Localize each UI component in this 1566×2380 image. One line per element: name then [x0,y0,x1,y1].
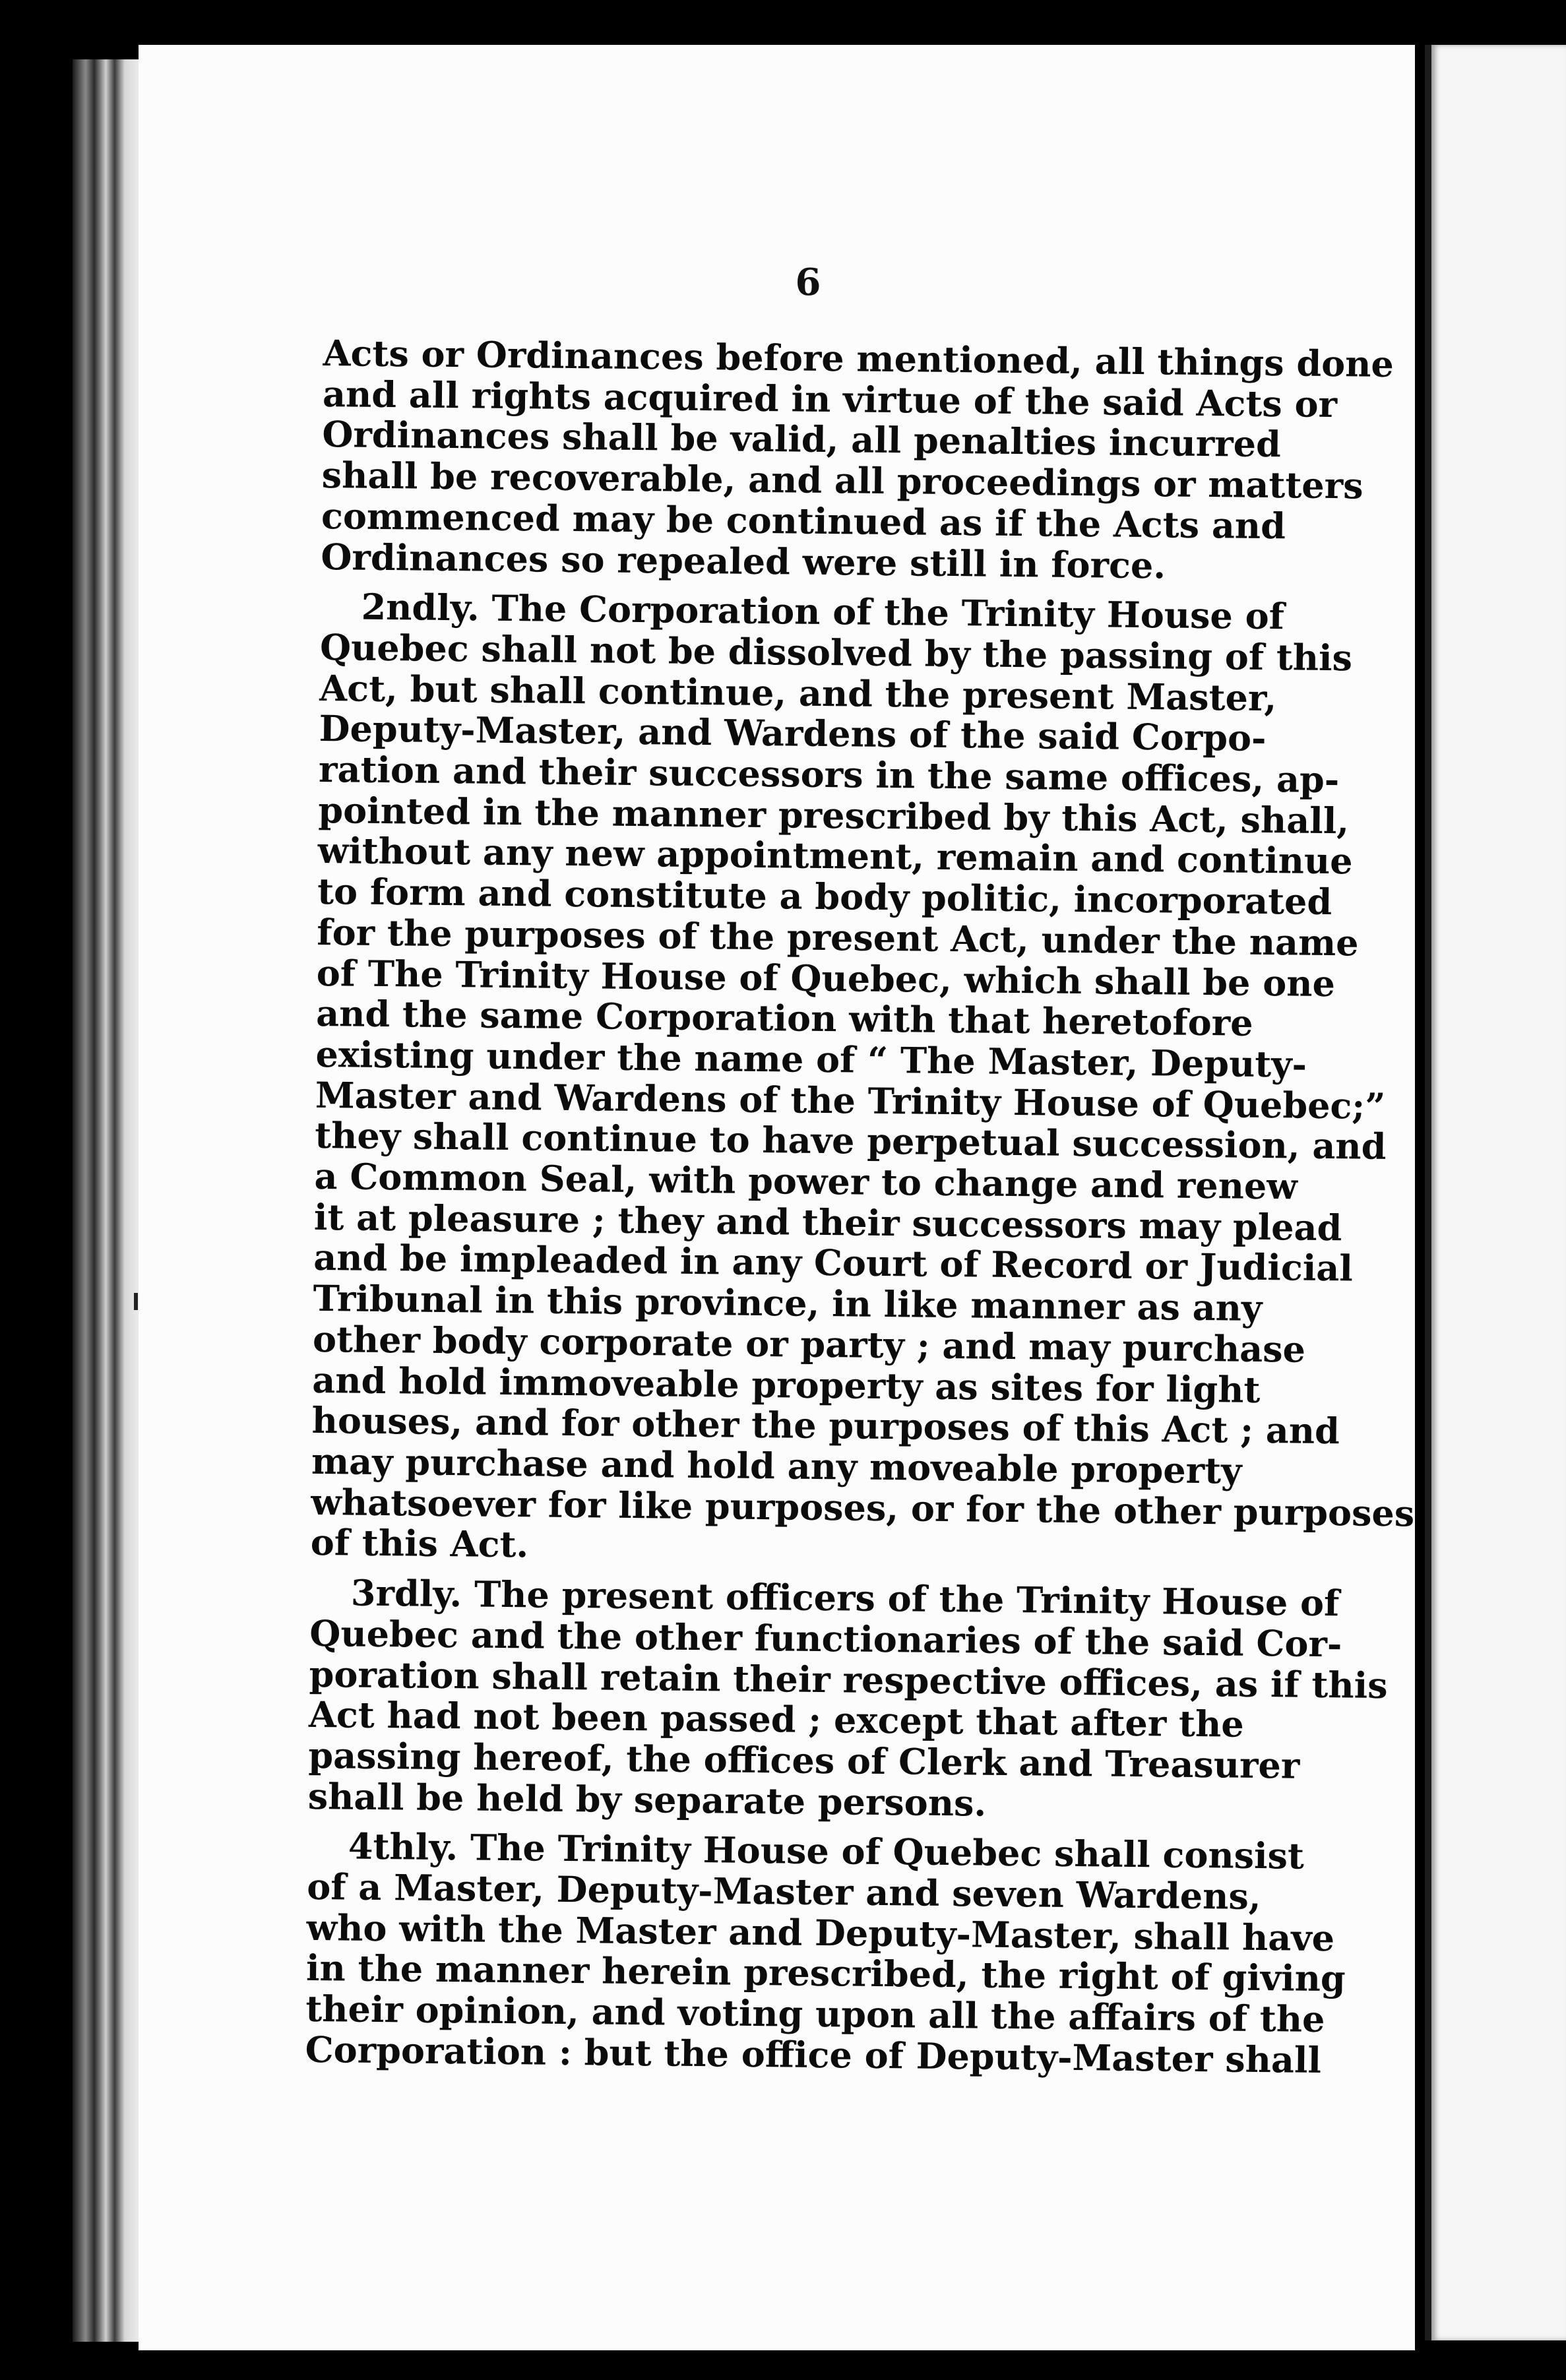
text-line: their opinion, and voting upon all the affairs of the [305,1987,1325,2041]
text-line: Act, but shall continue, and the present Master, [319,666,1277,719]
text-line: and hold immoveable property as sites for light [312,1358,1261,1411]
margin-mark [134,1293,138,1310]
body-text [305,332,1415,2081]
text-line: whatsoever for like purposes, or for the other purposes [311,1480,1415,1535]
text-line: for the purposes of the present Act, under the name [317,910,1359,964]
text-line: poration shall retain their respective offices, as if this [309,1652,1388,1707]
text-line: shall be held by separate persons. [307,1774,987,1825]
paragraph-1 [321,332,1394,587]
text-line: they shall continue to have perpetual succession, and [314,1114,1387,1168]
text-line: Ordinances so repealed were still in force. [321,535,1166,586]
text-line: to form and constitute a body politic, incorporated [317,870,1332,924]
text-line: Ordinances shall be valid, all penalties incurred [322,413,1282,466]
text-line: existing under the name of “ The Master, Deputy- [315,1032,1307,1086]
text-line: a Common Seal, with power to change and renew [314,1154,1298,1208]
text-line: houses, and for other the purposes of this Act ; and [311,1399,1340,1453]
text-line: Acts or Ordinances before mentioned, all things done [323,332,1394,385]
text-line: it at pleasure ; they and their successors may plead [313,1195,1342,1249]
text-line: shall be recoverable, and all proceedings or matters [321,454,1363,507]
text-line: and be impleaded in any Court of Record or Judicial [313,1236,1354,1290]
text-line: and the same Corporation with that heretofore [315,992,1253,1045]
text-line: Master and Wardens of the Trinity House of Quebec;” [315,1073,1386,1127]
text-line: may purchase and hold any moveable property [311,1439,1242,1492]
text-line: commenced may be continued as if the Acts and [321,494,1286,548]
text-line: ration and their successors in the same offices, ap- [318,747,1340,801]
text-line: of this Act. [310,1521,529,1566]
paragraph-4 [305,1825,1346,2081]
text-line: Quebec and the other functionaries of the said Cor- [309,1612,1342,1666]
text-line: and all rights acquired in virtue of the said Acts or [322,372,1338,425]
text-line: Deputy-Master, and Wardens of the said Corpo- [319,707,1267,760]
text-line: who with the Master and Deputy-Master, shall have [306,1906,1335,1959]
book-spine-edge [73,59,145,2342]
text-line: Corporation : but the office of Deputy-Master shall [305,2028,1322,2081]
text-line: passing hereof, the offices of Clerk and Treasurer [308,1734,1300,1787]
facing-page-edge [1425,45,1566,2340]
text-line: 4thly. The Trinity House of Quebec shall consist [348,1825,1305,1878]
text-line: 3rdly. The present officers of the Trinity House of [350,1571,1340,1625]
text-line: of The Trinity House of Quebec, which shall be one [316,951,1336,1005]
text-line: Tribunal in this province, in like manner as any [313,1277,1263,1330]
paragraph-2 [310,585,1415,1573]
text-line: other body corporate or party ; and may purchase [312,1317,1306,1371]
text-line: Act had not been passed ; except that after the [308,1693,1244,1745]
text-line: pointed in the manner prescribed by this Act, shall, [318,788,1350,842]
text-line: of a Master, Deputy-Master and seven Wardens, [307,1865,1262,1918]
text-line: 2ndly. The Corporation of the Trinity House of [361,585,1285,638]
text-line: without any new appointment, remain and continue [317,829,1353,883]
text-line: Quebec shall not be dissolved by the passing of this [319,625,1353,679]
text-line: in the manner herein prescribed, the right of giving [305,1947,1346,2000]
page-number: 6 [795,261,821,304]
paragraph-3 [307,1571,1388,1827]
